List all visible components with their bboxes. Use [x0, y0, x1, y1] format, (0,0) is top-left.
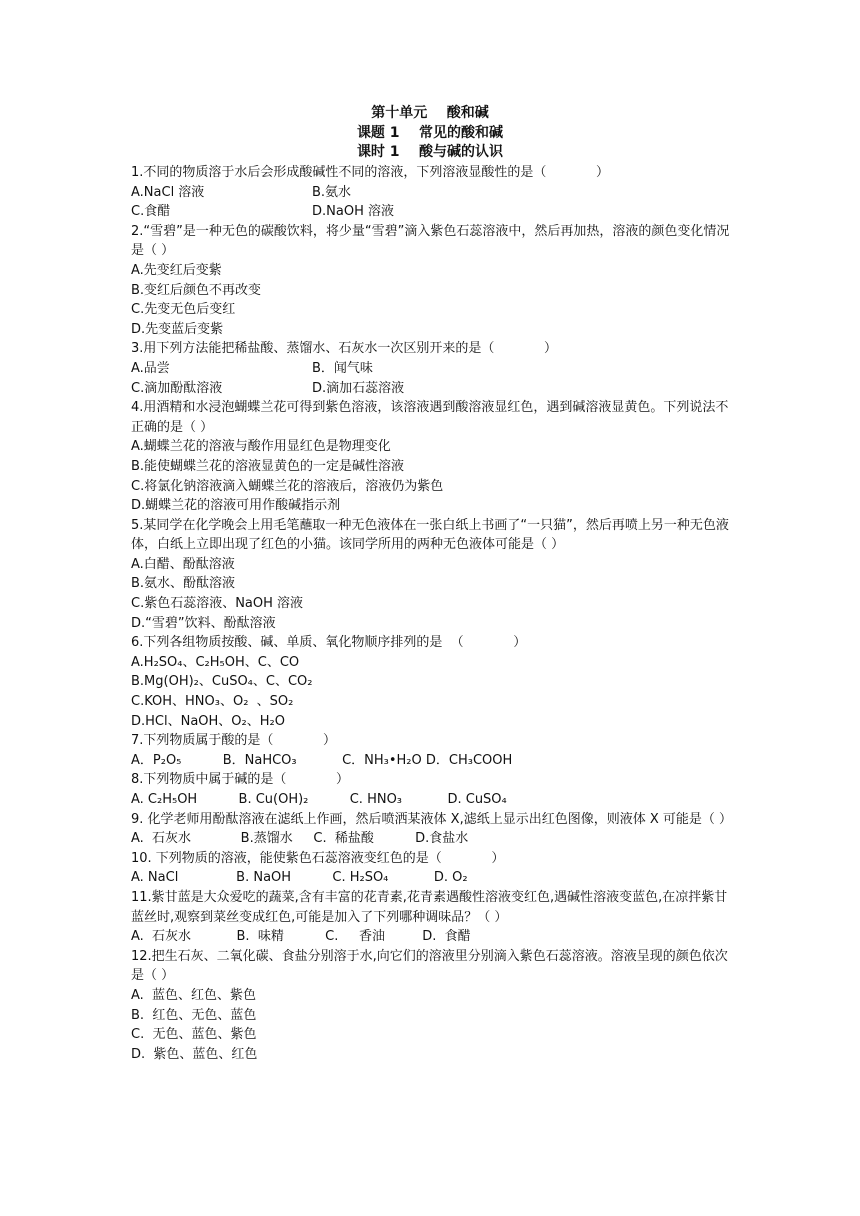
option-a: A.白醋、酚酞溶液: [131, 556, 235, 572]
option-d: D.滴加石蕊溶液: [312, 380, 405, 396]
question-7-stem: 7.下列物质属于酸的是（ ）: [131, 733, 336, 749]
question-11-stem: 11.紫甘蓝是大众爱吃的蔬菜,含有丰富的花青素,花青素遇酸性溶液变红色,遇碱性溶液变蓝色,在凉拌紫甘蓝丝时,观察到菜丝变成红色,可能是加入了下列哪种调味品？（ ）: [131, 889, 728, 925]
option-b: B. 红色、无色、蓝色: [131, 1007, 257, 1023]
question-1-options-row2: [131, 202, 731, 222]
question-1-options-row1: [131, 183, 731, 203]
question-9-stem: 9. 化学老师用酚酞溶液在滤纸上作画，然后喷洒某液体 X,滤纸上显示出红色图像，则液体 X 可能是（ ）: [131, 811, 733, 827]
option-b: B.氨水: [312, 184, 352, 200]
question-9-options: A. 石灰水 B.蒸馏水 C. 稀盐酸 D.食盐水: [131, 831, 469, 847]
option-b: B.Mg(OH)₂、CuSO₄、C、CO₂: [131, 674, 313, 690]
option-c: C.将氯化钠溶液滴入蝴蝶兰花的溶液后，溶液仍为紫色: [131, 478, 444, 494]
lesson-title: 课题 1 常见的酸和碱: [356, 124, 504, 141]
title-block: [0, 104, 860, 163]
question-10-stem: 10. 下列物质的溶液，能使紫色石蕊溶液变红色的是（ ）: [131, 850, 505, 866]
option-d: D. 紫色、蓝色、红色: [131, 1046, 258, 1062]
option-a: A.蝴蝶兰花的溶液与酸作用显红色是物理变化: [131, 439, 391, 455]
option-a: A.H₂SO₄、C₂H₅OH、C、CO: [131, 654, 300, 670]
question-3-options-row2: [131, 379, 731, 399]
question-6-stem: 6.下列各组物质按酸、碱、单质、氧化物顺序排列的是 （ ）: [131, 635, 527, 651]
question-1-stem: 1.不同的物质溶于水后会形成酸碱性不同的溶液，下列溶液显酸性的是（ ）: [131, 165, 609, 180]
question-8-stem: 8.下列物质中属于碱的是（ ）: [131, 772, 349, 788]
option-d: D.“雪碧”饮料、酚酞溶液: [131, 615, 276, 631]
option-c: C.紫色石蕊溶液、NaOH 溶液: [131, 596, 304, 612]
option-b: B.能使蝴蝶兰花的溶液显黄色的一定是碱性溶液: [131, 458, 405, 474]
option-d: D.先变蓝后变紫: [131, 321, 224, 337]
question-12-stem: 12.把生石灰、二氧化碳、食盐分别溶于水,向它们的溶液里分别滴入紫色石蕊溶液。溶液呈现的颜色依次是（ ）: [131, 948, 728, 984]
option-c: C.先变无色后变红: [131, 302, 236, 318]
question-8-options: A. C₂H₅OH B. Cu(OH)₂ C. HNO₃ D. CuSO₄: [131, 792, 507, 807]
option-a: A.品尝: [131, 360, 170, 376]
option-b: B.变红后颜色不再改变: [131, 282, 262, 298]
question-3-options-row1: [131, 359, 731, 379]
question-7-options: A．P₂O₅ B．NaHCO₃ C．NH₃•H₂O D．CH₃COOH: [131, 752, 513, 768]
question-5-stem: 5.某同学在化学晚会上用毛笔蘸取一种无色液体在一张白纸上书画了“一只猫”，然后再喷上另一种无色液体，白纸上立即出现了红色的小猫。该同学所用的两种无色液体可能是（ ）: [131, 517, 729, 553]
option-d: D.蝴蝶兰花的溶液可用作酸碱指示剂: [131, 498, 341, 514]
unit-title: 第十单元 酸和碱: [371, 105, 489, 121]
option-d: D.HCl、NaOH、O₂、H₂O: [131, 713, 285, 729]
question-list: [131, 163, 731, 1064]
option-c: C.KOH、HNO₃、O₂ 、SO₂: [131, 694, 294, 710]
option-d: D.NaOH 溶液: [312, 204, 394, 220]
option-b: B．闻气味: [312, 360, 373, 376]
option-a: A. 蓝色、红色、紫色: [131, 987, 257, 1003]
option-a: A.NaCl 溶液: [131, 184, 205, 200]
question-3-stem: 3.用下列方法能把稀盐酸、蒸馏水、石灰水一次区别开来的是（ ）: [131, 341, 557, 357]
question-11-options: A. 石灰水 B. 味精 C. 香油 D. 食醋: [131, 929, 471, 945]
option-c: C. 无色、蓝色、紫色: [131, 1027, 257, 1043]
question-2-stem: 2.“雪碧”是一种无色的碳酸饮料，将少量“雪碧”滴入紫色石蕊溶液中，然后再加热，溶液的颜色变化情况是（ ）: [131, 223, 730, 259]
option-a: A.先变红后变紫: [131, 262, 222, 278]
session-title: 课时 1 酸与碱的认识: [356, 144, 504, 160]
question-4-stem: 4.用酒精和水浸泡蝴蝶兰花可得到紫色溶液，该溶液遇到酸溶液显红色，遇到碱溶液显黄色。下列说法不正确的是（ ）: [131, 400, 729, 435]
option-c: C.食醋: [131, 204, 171, 220]
option-c: C.滴加酚酞溶液: [131, 380, 223, 396]
question-10-options: A. NaCl B. NaOH C. H₂SO₄ D. O₂: [131, 870, 468, 886]
option-b: B.氨水、酚酞溶液: [131, 576, 236, 592]
